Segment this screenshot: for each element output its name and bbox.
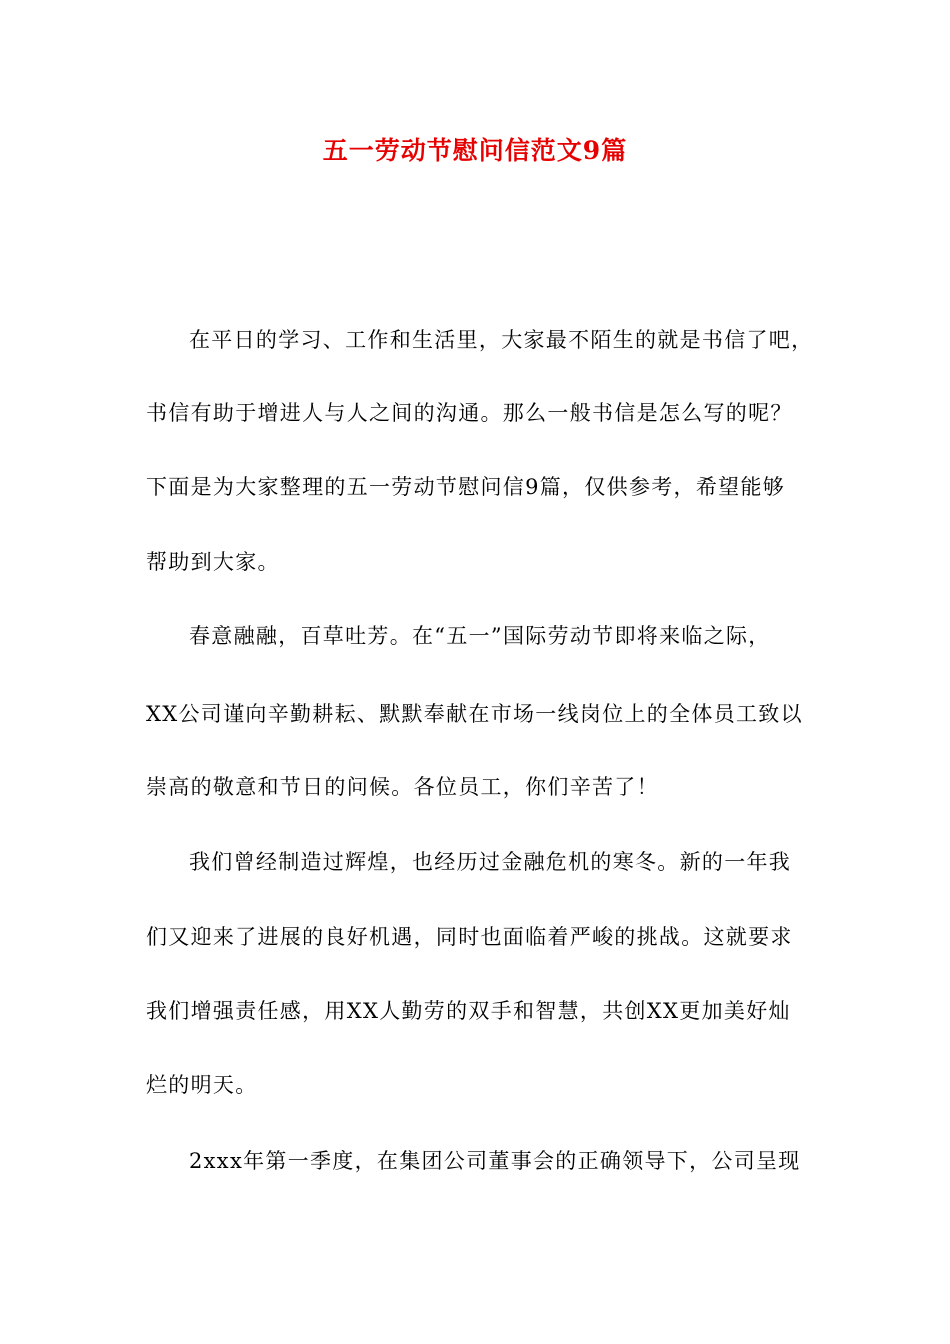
paragraph-2-line-1: 春意融融，百草吐芳。在“五一”国际劳动节即将来临之际， <box>189 624 771 648</box>
document-title: 五一劳动节慰问信范文9篇 <box>322 136 628 165</box>
paragraph-3-line-2: 们又迎来了进展的良好机遇，同时也面临着严峻的挑战。这就要求 <box>146 925 793 949</box>
paragraph-2-line-3: 崇高的敬意和节日的问候。各位员工，你们辛苦了！ <box>146 775 659 799</box>
paragraph-3-line-1: 我们曾经制造过辉煌，也经历过金融危机的寒冬。新的一年我 <box>189 850 792 874</box>
paragraph-3-line-4: 烂的明天。 <box>146 1073 258 1097</box>
paragraph-3-line-3: 我们增强责任感，用XX人勤劳的双手和智慧，共创XX更加美好灿 <box>146 999 791 1023</box>
paragraph-1-line-2: 书信有助于增进人与人之间的沟通。那么一般书信是怎么写的呢？ <box>146 401 793 425</box>
paragraph-1-line-4: 帮助到大家。 <box>146 550 280 574</box>
paragraph-4-line-1: 2xxx年第一季度，在集团公司董事会的正确领导下，公司呈现 <box>189 1149 801 1173</box>
paragraph-2-line-2: XX公司谨向辛勤耕耘、默默奉献在市场一线岗位上的全体员工致以 <box>146 702 803 726</box>
paragraph-1-line-3: 下面是为大家整理的五一劳动节慰问信9篇，仅供参考，希望能够 <box>146 475 786 499</box>
paragraph-1-line-1: 在平日的学习、工作和生活里，大家最不陌生的就是书信了吧， <box>189 328 814 352</box>
